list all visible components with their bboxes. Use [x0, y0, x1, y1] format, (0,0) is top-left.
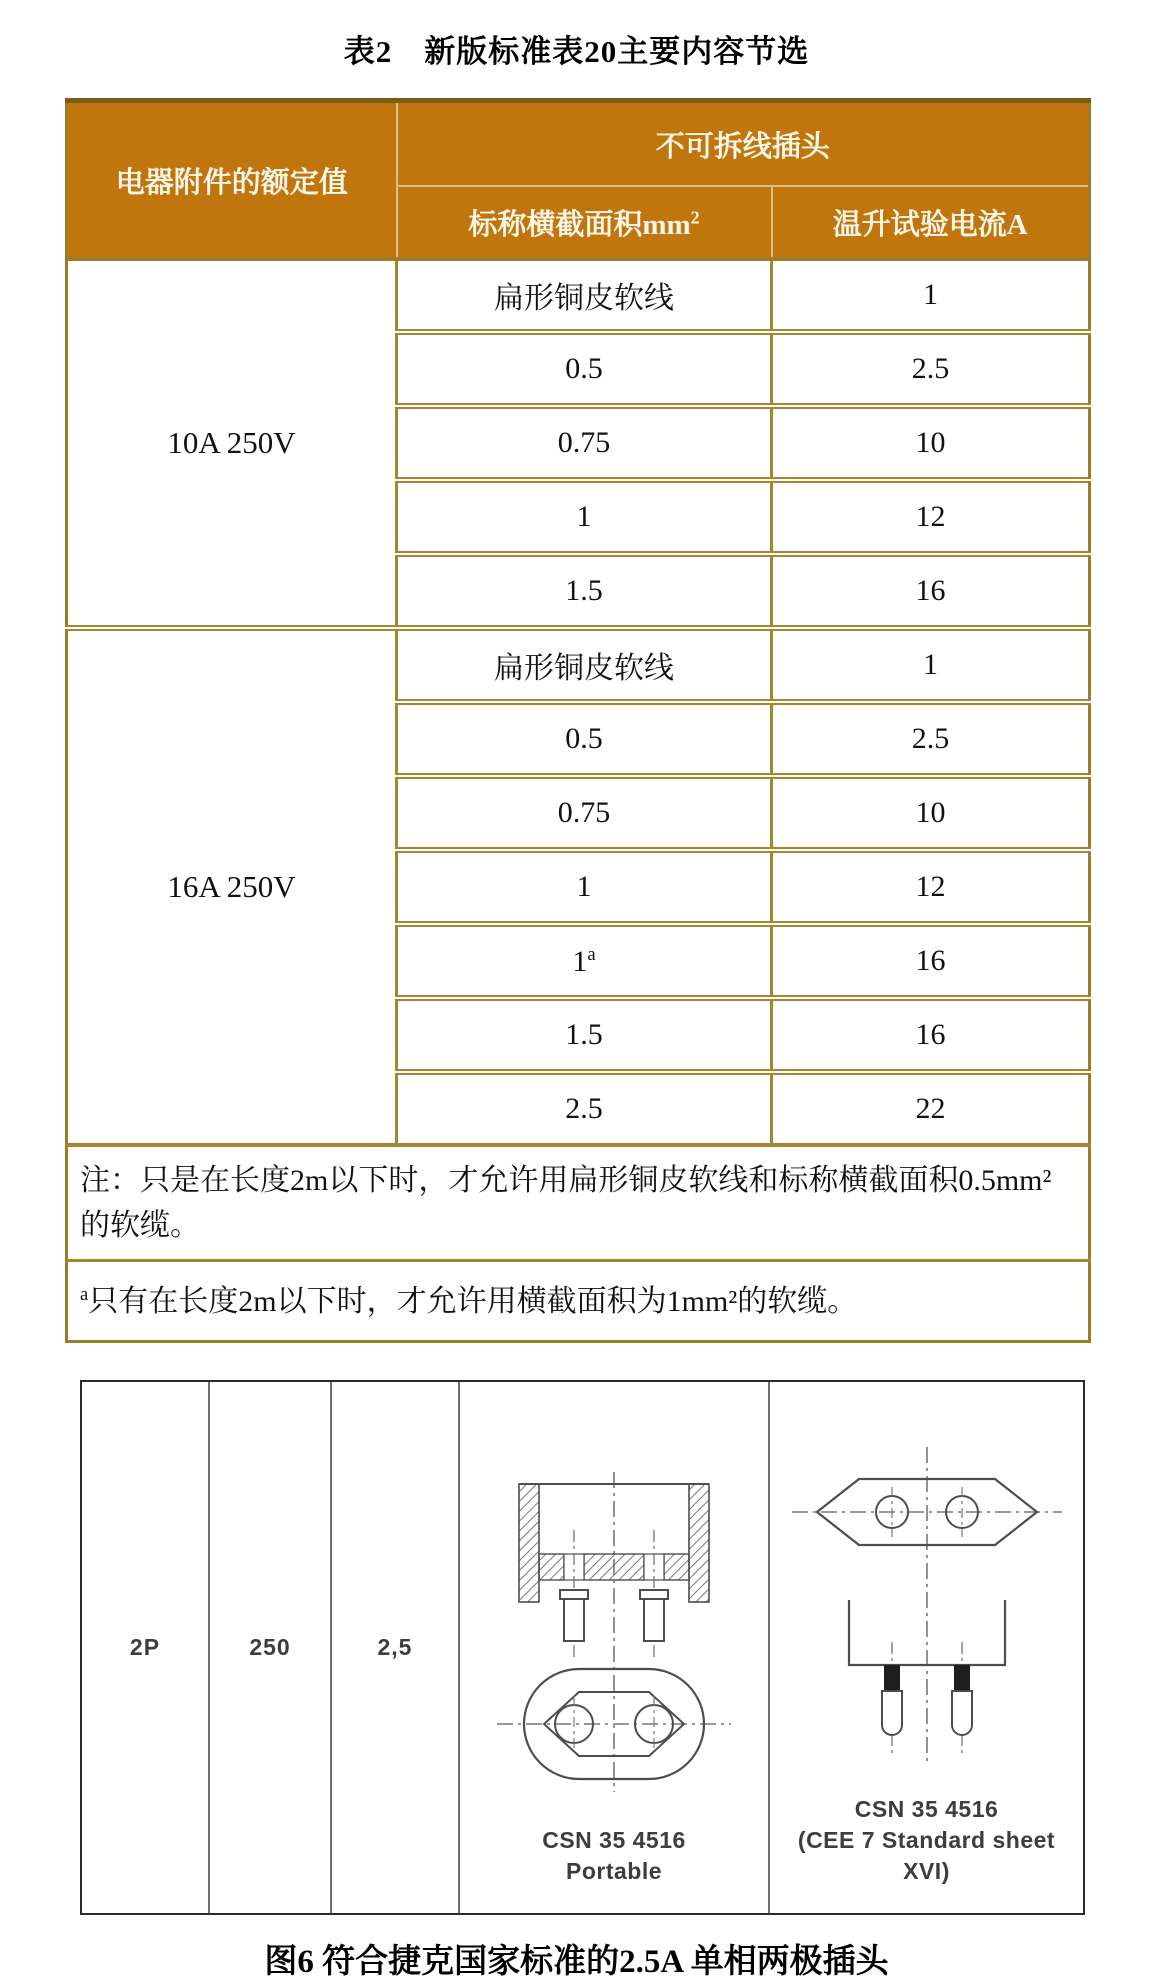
label-line: Portable	[565, 1857, 663, 1884]
area-cell: 0.75	[397, 406, 772, 480]
current-value: 2,5	[377, 1634, 413, 1660]
current-cell: 10	[772, 406, 1090, 480]
rating-cell-16a: 16A 250V	[67, 628, 397, 1145]
spec-table	[65, 98, 1091, 1343]
footnote-row	[67, 1261, 1090, 1342]
footnote-prefix: a	[80, 1283, 89, 1305]
current-cell: 16	[772, 554, 1090, 628]
table-row	[67, 259, 1090, 332]
area-cell: 0.5	[397, 332, 772, 406]
footnote-marker: a	[587, 943, 596, 965]
cee-plug-label	[798, 1794, 1055, 1887]
area-text: 1	[572, 944, 588, 978]
label-line: CSN 35 4516	[542, 1826, 686, 1853]
area-cell: 1.5	[397, 554, 772, 628]
area-cell: 扁形铜皮软线	[397, 628, 772, 702]
label-line: CSN 35 4516	[854, 1795, 999, 1822]
footnote-text: 只有在长度2m以下时，才允许用横截面积为1mm²的软缆。	[88, 1284, 858, 1318]
current-cell: 1	[772, 259, 1090, 332]
table-title: 表2 新版标准表20主要内容节选	[343, 34, 810, 69]
header-row-group	[67, 101, 1090, 187]
current-cell: 16	[772, 924, 1090, 998]
figure-col-cee-plug	[770, 1382, 1083, 1913]
area-cell: 0.75	[397, 776, 772, 850]
table-footnote	[67, 1261, 1090, 1342]
portable-plug-label	[542, 1825, 686, 1887]
area-cell: 扁形铜皮软线	[494, 282, 674, 315]
area-cell: 1	[397, 480, 772, 554]
figure-col-portable-plug	[460, 1382, 770, 1913]
current-cell: 22	[772, 1072, 1090, 1145]
table-note: 注：只是在长度2m以下时，才允许用扁形铜皮软线和标称横截面积0.5mm²的软缆。	[67, 1145, 1090, 1261]
area-cell: 1.5	[397, 998, 772, 1072]
portable-plug-drawing	[469, 1462, 759, 1792]
table-row	[67, 628, 1090, 702]
header-rating: 电器附件的额定值	[67, 101, 397, 260]
current-cell: 2.5	[772, 702, 1090, 776]
header-current: 温升试验电流A	[772, 186, 1090, 259]
current-cell: 1	[772, 628, 1090, 702]
cee-plug-drawing	[777, 1437, 1077, 1767]
area-cell: 2.5	[397, 1072, 772, 1145]
area-cell: 1	[397, 850, 772, 924]
label-line: XVI)	[903, 1857, 950, 1884]
plug-section-diagram	[469, 1462, 759, 1792]
current-cell: 2.5	[772, 332, 1090, 406]
area-cell-footnoted	[397, 924, 772, 998]
note-row	[67, 1145, 1090, 1261]
header-area-text: 标称横截面积mm	[468, 208, 691, 241]
current-cell: 12	[772, 480, 1090, 554]
figure-col-voltage	[210, 1382, 332, 1913]
current-cell: 16	[772, 998, 1090, 1072]
header-group: 不可拆线插头	[397, 101, 1090, 187]
figure-col-poles	[82, 1382, 210, 1913]
rating-cell-10a: 10A 250V	[67, 259, 397, 628]
label-line: (CEE 7 Standard sheet	[797, 1826, 1056, 1853]
header-area-sup: 2	[690, 206, 700, 227]
figure-6	[80, 1380, 1085, 1915]
figure-caption: 图6 符合捷克国家标准的2.5A 单相两极插头	[264, 1944, 889, 1980]
plug-face-diagram	[777, 1437, 1077, 1767]
header-area	[397, 186, 772, 259]
area-cell: 0.5	[397, 702, 772, 776]
current-cell: 10	[772, 776, 1090, 850]
poles-value: 2P	[129, 1634, 161, 1660]
figure-col-current	[332, 1382, 460, 1913]
current-cell: 12	[772, 850, 1090, 924]
voltage-value: 250	[249, 1634, 291, 1660]
